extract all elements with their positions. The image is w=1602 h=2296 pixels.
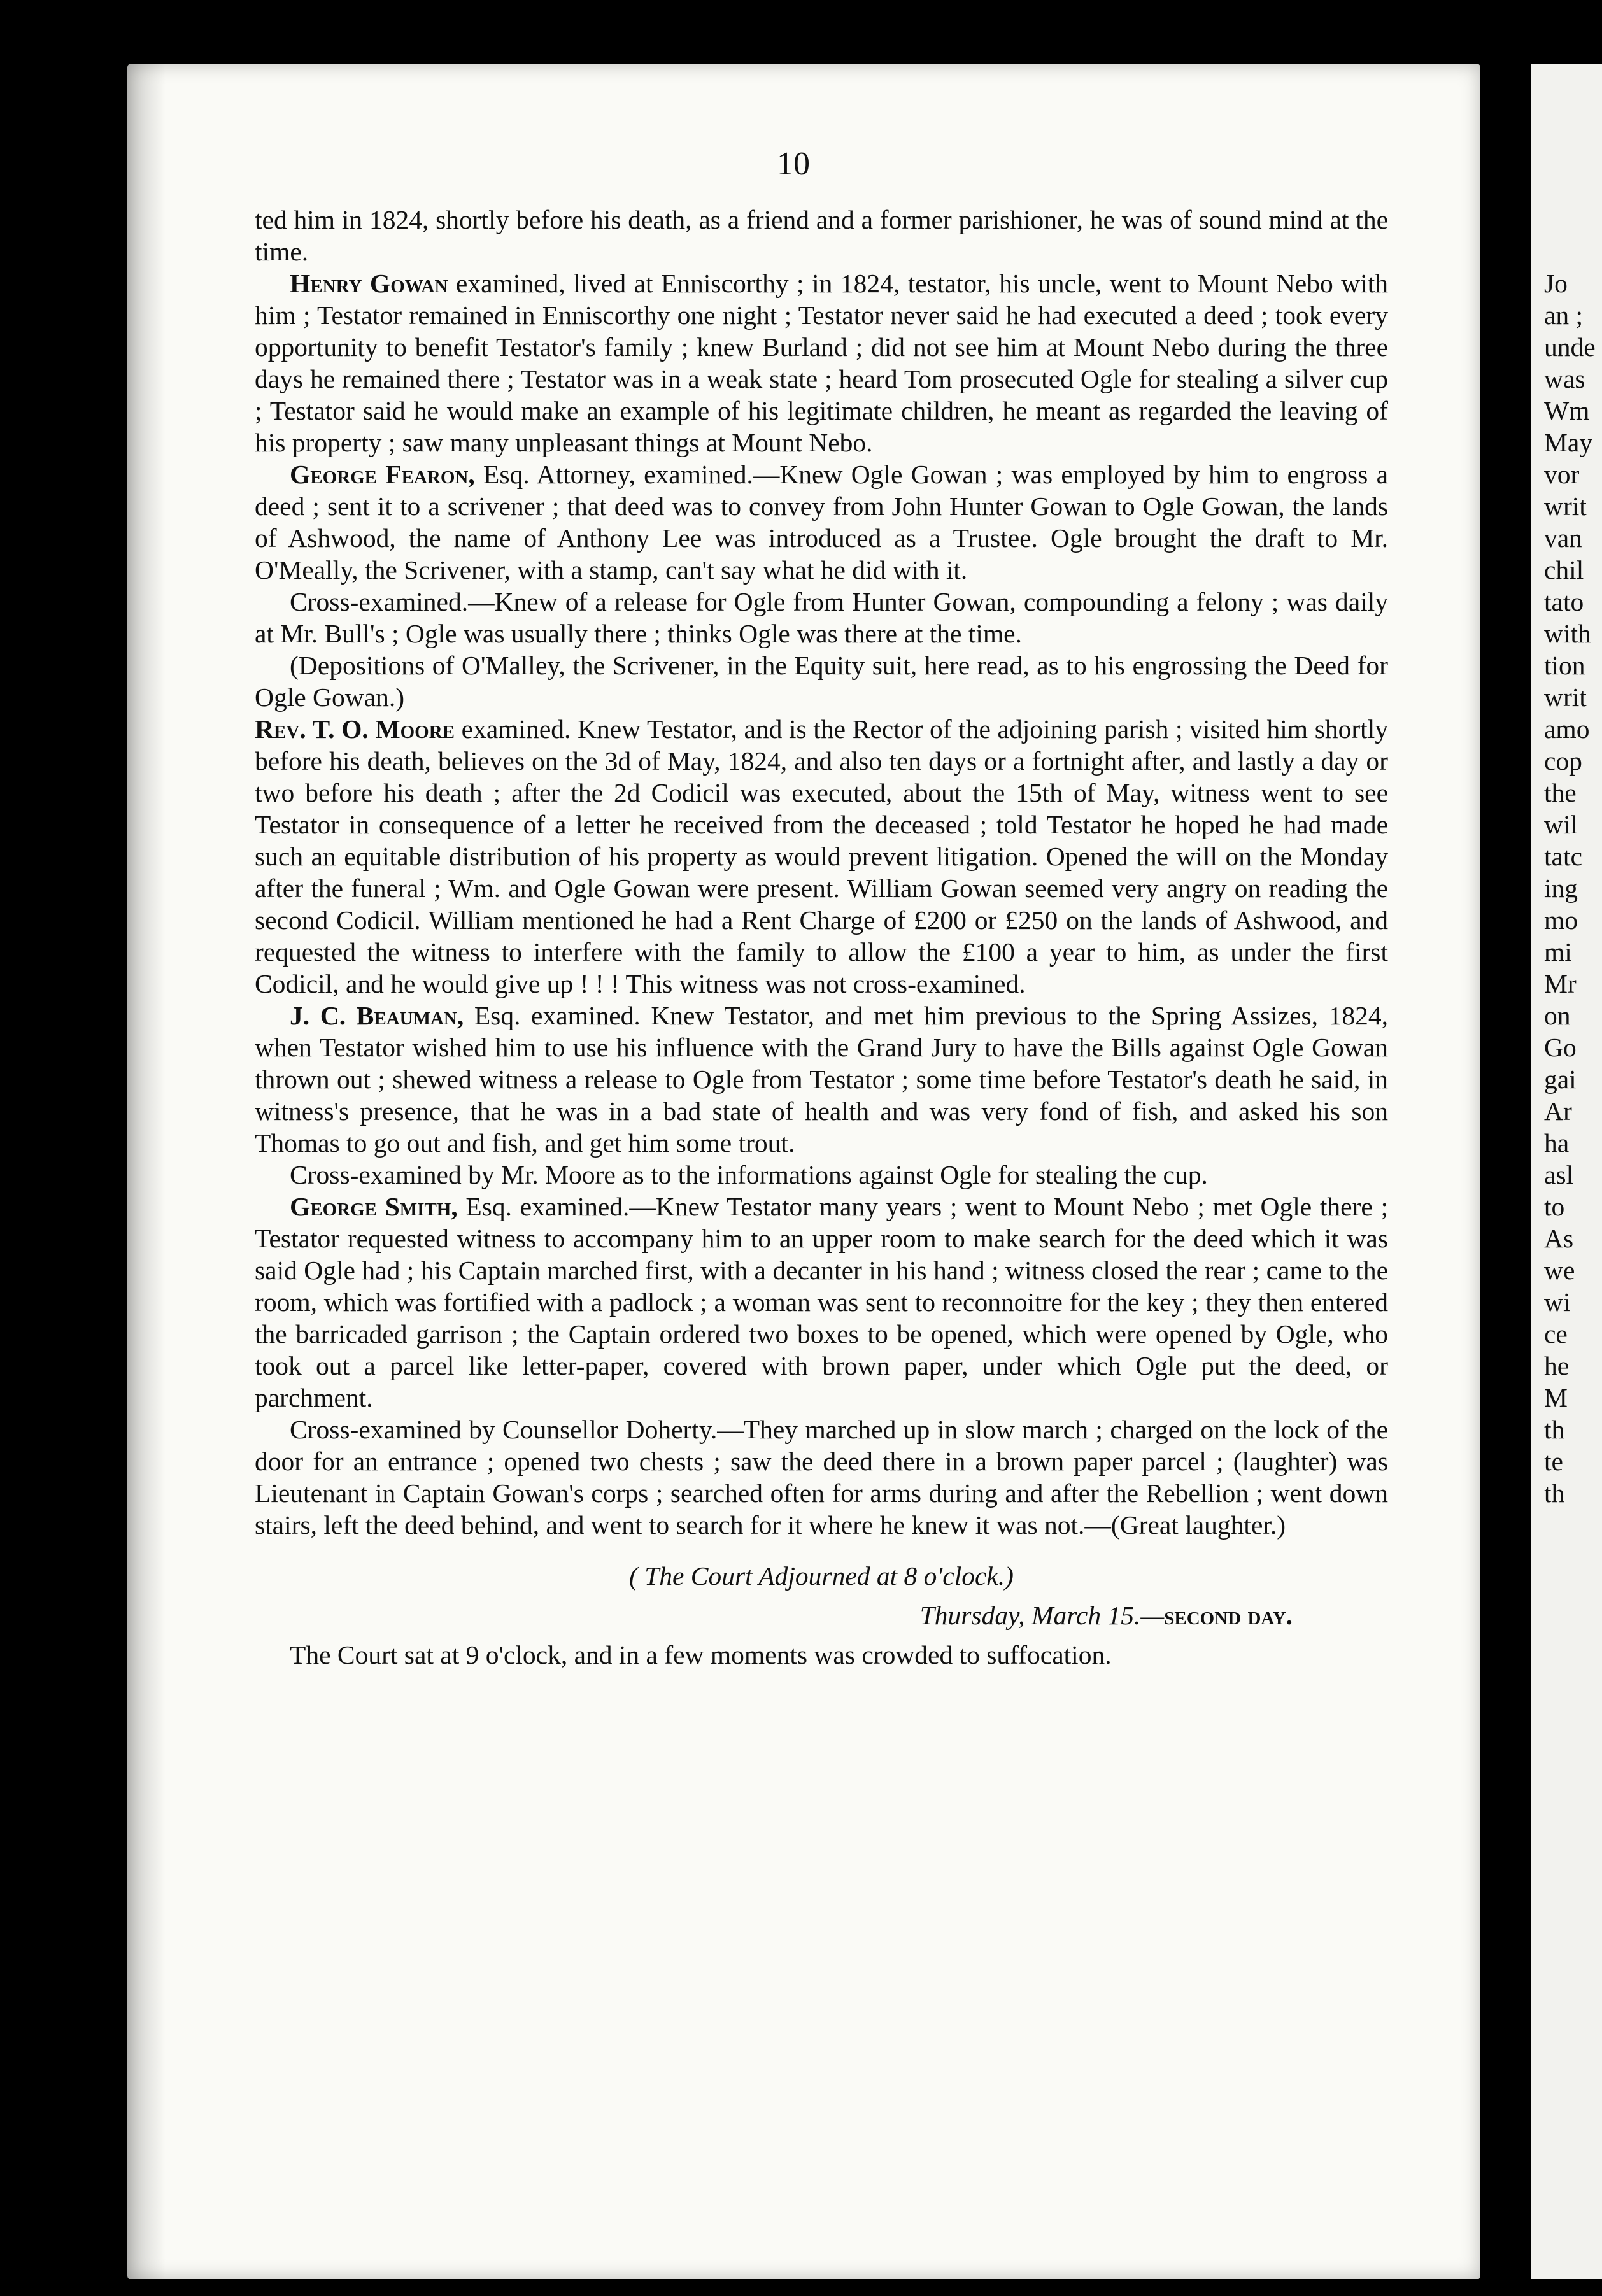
paragraph-text: examined. Knew Testator, and is the Rector of the adjoining parish ; visited him shortly before his death, believes on the 3d of May, 1824, and also ten days or a fortnight after, and lastly a day or two before his death ; after the 2d Codicil was executed, about the 15th of May, witness went to see Testator in consequence of a letter he received from the deceased ; told Testator he hoped he had made such an equitable distribution of his property as would prevent litigation. Opened the will on the Monday after the funeral ; Wm. and Ogle Gowan were present. William Gowan seemed very angry on reading the second Codicil. William mentioned he had a Rent Charge of £200 or £250 on the lands of Ashwood, and requested the witness to interfere with the family to allow the £100 a year to him, as under the first Codicil, and he would give up ! ! ! This witness was not cross-examined.	[255, 714, 1388, 998]
witness-name: Rev. T. O. Moore	[255, 714, 455, 744]
court-sat-line: The Court sat at 9 o'clock, and in a few moments was crowded to suffocation.	[290, 1640, 1112, 1669]
paragraph	[255, 713, 1388, 1000]
page-number: 10	[777, 146, 810, 182]
paragraph	[255, 1159, 1388, 1191]
paragraph	[255, 586, 1388, 649]
paragraph-text: Cross-examined by Counsellor Doherty.—They marched up in slow march ; charged on the lock of the door for an entrance ; opened two chests ; saw the deed there in a brown paper parcel ; (laughter) was Lieutenant in Captain Gowan's corps ; searched often for arms during and after the Rebellion ; went down stairs, left the deed behind, and went to search for it where he knew it was not.—(Great laughter.)	[255, 1415, 1388, 1540]
paragraph-text: (Depositions of O'Malley, the Scrivener, in the Equity suit, here read, as to his engrossing the Deed for Ogle Gowan.)	[255, 651, 1388, 712]
paragraph-text: Esq. examined.—Knew Testator many years ; went to Mount Nebo ; met Ogle there ; Testator requested witness to accompany him to an upper room to make search for the deed which it was said Ogle had ; his Captain marched first, with a decanter in his hand ; witness closed the rear ; came to the room, which was fortified with a padlock ; a woman was sent to reconnoitre for the key ; they then entered the barricaded garrison ; the Captain ordered two boxes to be opened, which were opened by Ogle, who took out a parcel like letter-paper, covered with brown paper, under which Ogle put the deed, or parchment.	[255, 1192, 1388, 1412]
paragraph	[255, 267, 1388, 458]
adjacent-page-edge	[1531, 64, 1602, 2279]
paragraph	[255, 649, 1388, 713]
witness-name: Henry Gowan	[290, 269, 448, 298]
paragraph-text: examined, lived at Enniscorthy ; in 1824, testator, his uncle, went to Mount Nebo with him ; Testator remained in Enniscorthy one night ; Testator never said he had executed a deed ; took every opportunity to benefit Testator's family ; knew Burland ; did not see him at Mount Nebo during the three days he remained there ; Testator was in a weak state ; heard Tom prosecuted Ogle for stealing a silver cup ; Testator said he would make an example of his legitimate children, he meant as regarded the leaving of his property ; saw many unpleasant things at Mount Nebo.	[255, 269, 1388, 457]
paragraph-text: Esq. Attorney, examined.—Knew Ogle Gowan ; was employed by him to engross a deed ; sent it to a scrivener ; that deed was to convey from John Hunter Gowan to Ogle Gowan, the lands of Ashwood, the name of Anthony Lee was introduced as a Trustee. Ogle brought the draft to Mr. O'Meally, the Scrivener, with a stamp, can't say what he did with it.	[255, 460, 1389, 585]
dateline-day-label: second day.	[1164, 1601, 1293, 1630]
paragraph	[255, 204, 1388, 267]
dateline	[255, 1599, 1388, 1631]
adjacent-page-fragments: Jo an ; unde was Wm May vor writ van chil tato with tion writ amo cop the wil tatc ing mo mi Mr on Go gai Ar ha asl to As we wi ce he M th te th	[1544, 269, 1596, 1508]
paragraph-text: Cross-examined by Mr. Moore as to the informations against Ogle for stealing the cup.	[290, 1160, 1208, 1189]
paragraph	[255, 1191, 1388, 1414]
court-adjourned-line: ( The Court Adjourned at 8 o'clock.)	[628, 1561, 1014, 1591]
body-text	[255, 204, 1388, 1671]
paragraph-text: Esq. examined. Knew Testator, and met him previous to the Spring Assizes, 1824, when Testator wished him to use his influence with the Grand Jury to have the Bills against Ogle Gowan thrown out ; shewed witness a release to Ogle from Testator ; some time before Testator's death he said, in witness's presence, that he was in a bad state of health and was very fond of fish, and asked his son Thomas to go out and fish, and get him some trout.	[255, 1001, 1388, 1158]
page-binding-shadow	[127, 64, 166, 2279]
paragraph	[255, 458, 1388, 586]
paragraph-text: Cross-examined.—Knew of a release for Ogle from Hunter Gowan, compounding a felony ; was daily at Mr. Bull's ; Ogle was usually there ; thinks Ogle was there at the time.	[255, 587, 1388, 648]
dateline-date: Thursday, March 15.—	[919, 1601, 1165, 1630]
paragraph	[255, 1000, 1388, 1159]
paragraph-text: ted him in 1824, shortly before his death, as a friend and a former parishioner, he was of sound mind at the time.	[255, 205, 1388, 266]
witness-name: J. C. Beauman,	[290, 1001, 464, 1030]
paragraph	[255, 1414, 1388, 1541]
witness-name: George Fearon,	[290, 460, 475, 489]
witness-name: George Smith,	[290, 1192, 458, 1221]
